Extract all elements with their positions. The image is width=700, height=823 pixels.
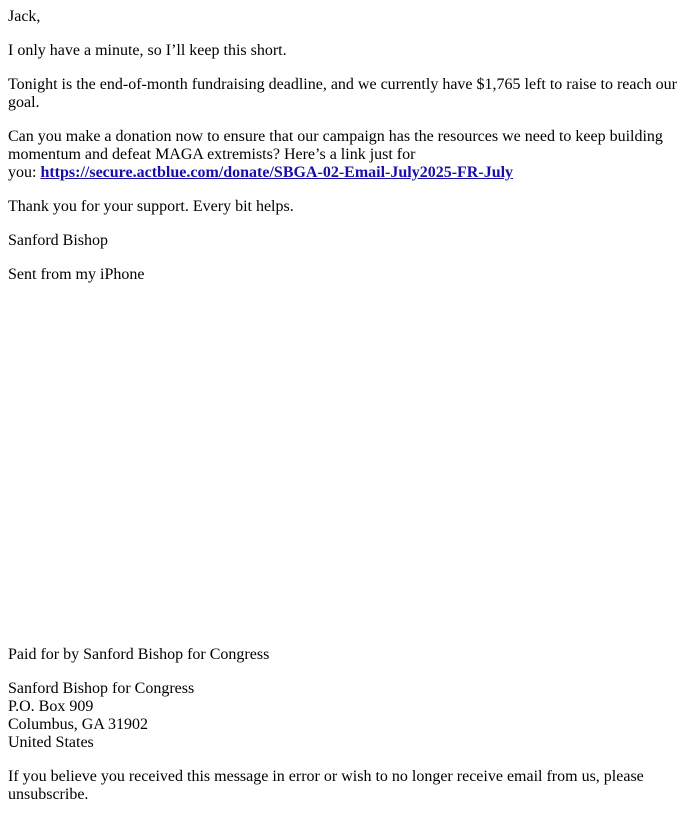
- greeting: Jack,: [8, 8, 41, 25]
- spacer: [8, 300, 692, 646]
- intro-paragraph: I only have a minute, so I’ll keep this short.: [8, 42, 287, 59]
- address-country: United States: [8, 734, 94, 751]
- signature: Sanford Bishop: [8, 232, 108, 249]
- sent-from: Sent from my iPhone: [8, 266, 145, 283]
- ask-text-prefix: you:: [8, 164, 37, 181]
- deadline-paragraph: Tonight is the end-of-month fundraising deadline, and we currently have $1,765 left to raise to reach our goal.: [8, 76, 677, 111]
- ask-text: Can you make a donation now to ensure that our campaign has the resources we need to keep building momentum and defeat MAGA extremists? Here’s a link just for: [8, 128, 663, 163]
- paid-for-disclaimer: Paid for by Sanford Bishop for Congress: [8, 646, 270, 663]
- unsubscribe-notice: If you believe you received this message in error or wish to no longer receive email from us, please unsubscribe.: [8, 768, 644, 803]
- thanks-paragraph: Thank you for your support. Every bit helps.: [8, 198, 294, 215]
- donate-link[interactable]: https://secure.actblue.com/donate/SBGA-02-Email-July2025-FR-July: [40, 164, 514, 181]
- mailing-address: [8, 680, 692, 752]
- address-city: Columbus, GA 31902: [8, 716, 149, 733]
- ask-paragraph: [8, 128, 692, 182]
- address-box: P.O. Box 909: [8, 698, 94, 715]
- address-name: Sanford Bishop for Congress: [8, 680, 195, 697]
